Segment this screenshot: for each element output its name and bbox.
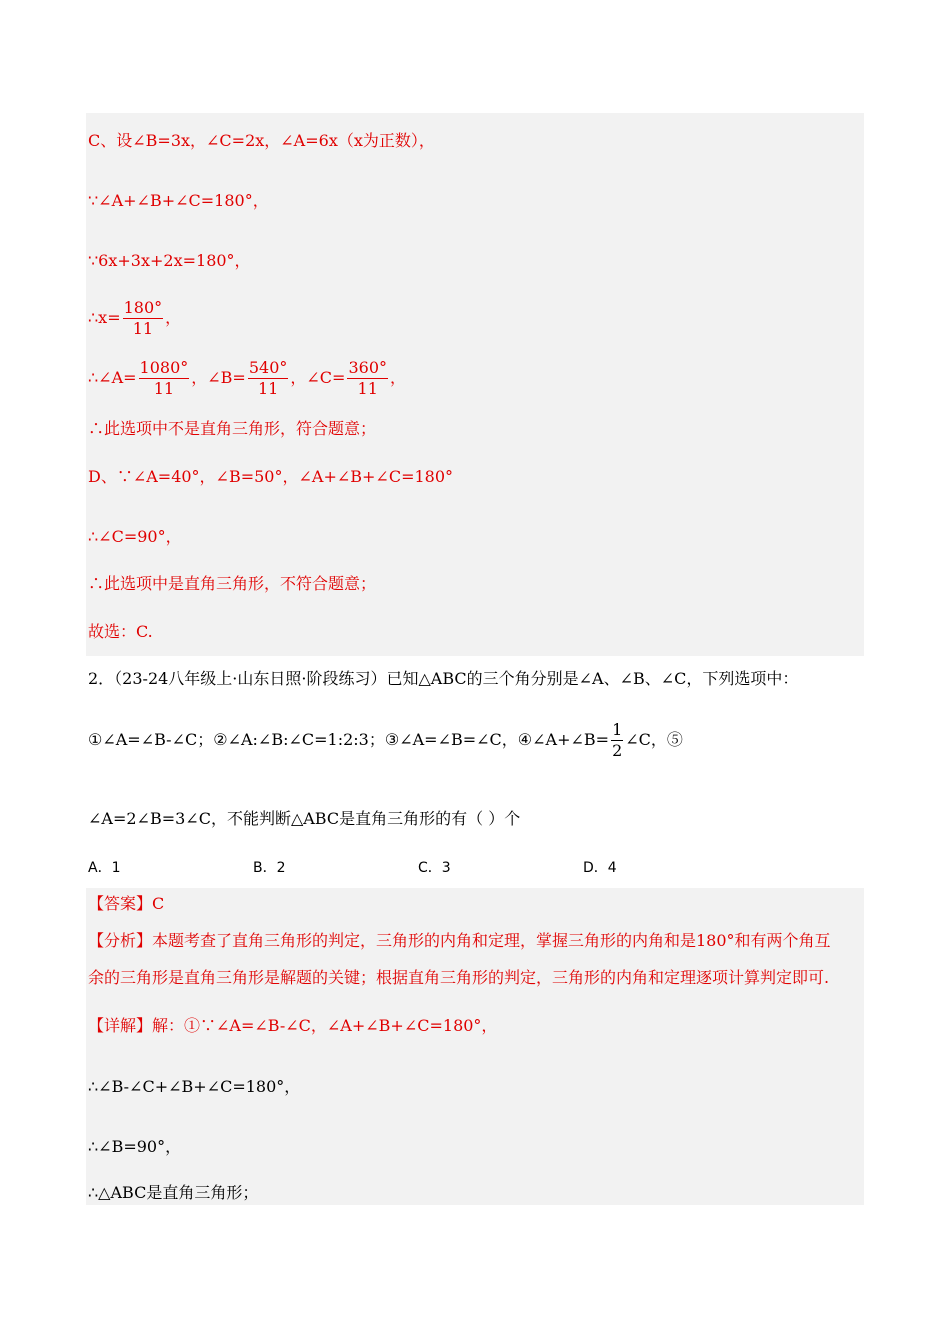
fraction-denominator: 11 bbox=[153, 379, 175, 398]
detail-label: 【详解】 bbox=[88, 1016, 153, 1035]
question-2-stem: 2．（23-24八年级上·山东日照·阶段练习）已知△ABC的三个角分别是∠A、∠B、∠C，下列选项中： bbox=[88, 669, 799, 688]
fraction-denominator: 11 bbox=[257, 379, 279, 398]
fraction-numerator: 360° bbox=[348, 358, 387, 377]
option-b[interactable]: B．2 bbox=[253, 860, 286, 876]
d-line-1: D、∵∠A=40°，∠B=50°，∠A+∠B+∠C=180° bbox=[88, 467, 454, 486]
analysis-line-1: 【分析】本题考查了直角三角形的判定，三角形的内角和定理，掌握三角形的内角和是180°和有两个角互 bbox=[88, 931, 831, 950]
option-c[interactable]: C．3 bbox=[418, 860, 451, 876]
c-line-5-post: ， bbox=[390, 368, 407, 387]
conditions-pre: ①∠A=∠B-∠C；②∠A:∠B:∠C=1:2:3；③∠A=∠B=∠C，④∠A+∠B= bbox=[88, 730, 610, 749]
c-line-5-mid2: ，∠C= bbox=[290, 368, 346, 387]
d-line-2: ∴∠C=90°， bbox=[88, 527, 182, 546]
question-2-conditions bbox=[88, 720, 683, 761]
c-line-5-pre: ∴∠A= bbox=[88, 368, 137, 387]
fraction-numerator: 1080° bbox=[139, 358, 189, 377]
question-2-options bbox=[88, 857, 688, 879]
c-line-5-mid1: ，∠B= bbox=[191, 368, 246, 387]
detail-line-4: ∴△ABC是直角三角形； bbox=[88, 1183, 259, 1202]
fraction-denominator: 11 bbox=[357, 379, 378, 398]
c-line-4-post: ， bbox=[165, 308, 182, 327]
fraction bbox=[123, 298, 164, 339]
c-line-1: C、设∠B=3x，∠C=2x，∠A=6x（x为正数）， bbox=[88, 131, 435, 150]
fraction-denominator: 11 bbox=[132, 319, 154, 338]
detail-line-1 bbox=[88, 1015, 497, 1037]
c-line-3: ∵6x+3x+2x=180°， bbox=[88, 251, 251, 270]
detail-line-3: ∴∠B=90°， bbox=[88, 1137, 182, 1156]
fraction-numerator: 540° bbox=[248, 358, 288, 377]
fraction-numerator: 1 bbox=[612, 720, 623, 739]
c-line-4 bbox=[88, 298, 181, 339]
fraction-a bbox=[139, 358, 190, 399]
question-2-conditions-line-2: ∠A=2∠B=3∠C，不能判断△ABC是直角三角形的有（ ）个 bbox=[88, 809, 521, 828]
option-a[interactable]: A．1 bbox=[88, 860, 121, 876]
analysis-line-2: 余的三角形是直角三角形是解题的关键；根据直角三角形的判定，三角形的内角和定理逐项计算判定即可. bbox=[88, 968, 830, 987]
conditions-post: ∠C，⑤ bbox=[625, 730, 683, 749]
fraction-numerator: 180° bbox=[123, 298, 163, 317]
answer-line: 【答案】C bbox=[88, 894, 165, 913]
c-line-2: ∵∠A+∠B+∠C=180°， bbox=[88, 191, 269, 210]
fraction-b bbox=[248, 358, 289, 399]
detail-text-1: 解：①∵∠A=∠B-∠C，∠A+∠B+∠C=180°， bbox=[152, 1016, 498, 1035]
fraction-half bbox=[611, 720, 623, 761]
detail-line-2: ∴∠B-∠C+∠B+∠C=180°， bbox=[88, 1077, 301, 1096]
option-d[interactable]: D．4 bbox=[583, 860, 617, 876]
d-line-3: ∴此选项中是直角三角形，不符合题意； bbox=[88, 574, 377, 593]
choice-line: 故选：C. bbox=[88, 622, 153, 641]
fraction-denominator: 2 bbox=[612, 741, 623, 760]
c-line-4-pre: ∴x= bbox=[88, 308, 121, 327]
c-line-6: ∴此选项中不是直角三角形，符合题意； bbox=[88, 419, 377, 438]
c-line-5 bbox=[88, 358, 406, 399]
fraction-c bbox=[347, 358, 388, 399]
